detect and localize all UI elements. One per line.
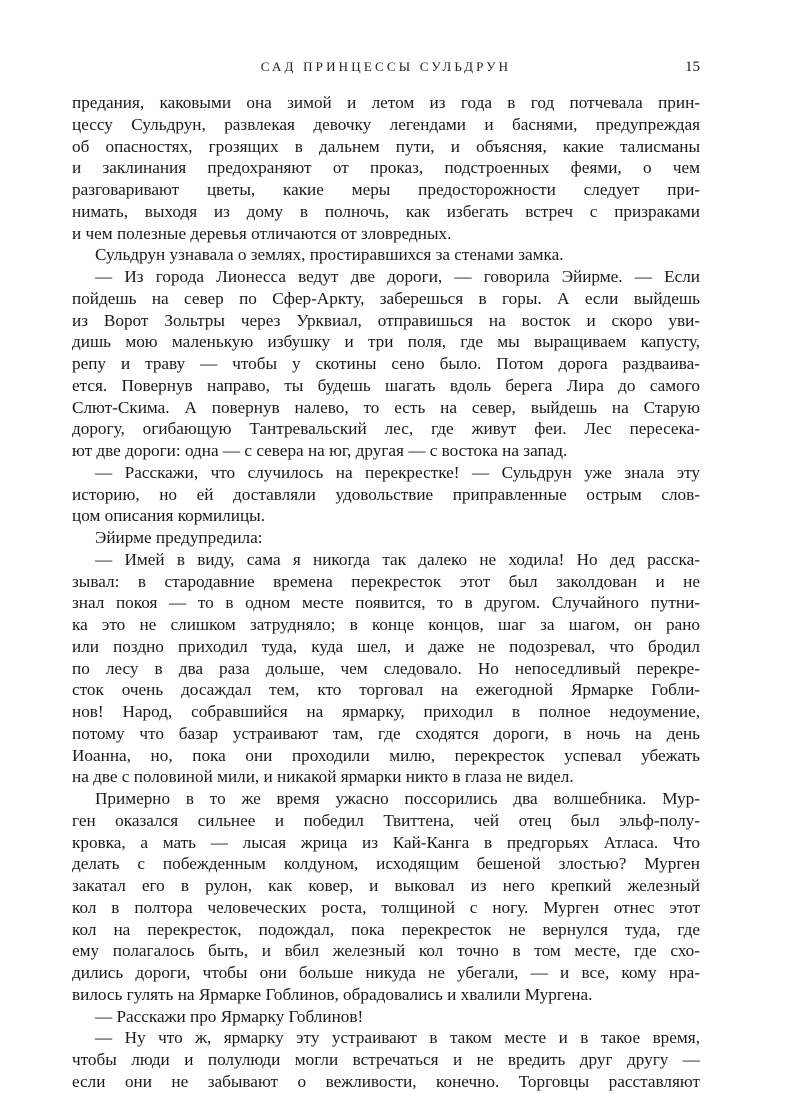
text-line: на две с половиной мили, и никакой ярмарки никто в глаза не видел. [72, 767, 574, 787]
text-line: пойдешь на север по Сфер-Аркту, заберешься в горы. А если выйдешь [72, 288, 700, 308]
page-header [72, 58, 700, 80]
text-line: вилось гулять на Ярмарке Гоблинов, обрадовались и хвалили Мургена. [72, 984, 593, 1004]
page-number: 15 [685, 59, 700, 75]
running-title: САД ПРИНЦЕССЫ СУЛЬДРУН [260, 59, 512, 74]
text-line: ется. Повернув направо, ты будешь шагать вдоль берега Лира до самого [72, 375, 700, 395]
text-line: цом описания кормилицы. [72, 506, 265, 526]
text-line: дорогу, огибающую Тантревальский лес, где живут феи. Лес пересека- [72, 419, 700, 439]
text-line: и чем полезные деревья отличаются от зловредных. [72, 223, 452, 243]
text-line: Слют-Скима. А повернув налево, то есть на север, выйдешь на Старую [72, 397, 700, 417]
text-line: кровка, а мать — лысая жрица из Кай-Канга в предгорьях Атласа. Что [72, 832, 700, 852]
text-line: из Ворот Зольтры через Урквиал, отправишься на восток и скоро уви- [72, 310, 700, 330]
text-line: знал покоя — то в одном месте появится, то в другом. Случайного путни- [72, 593, 700, 613]
text-line: предания, каковыми она зимой и летом из года в год потчевала прин- [72, 93, 700, 112]
text-line: кол в полтора человеческих роста, толщиной с ногу. Мурген отнес этот [72, 897, 700, 917]
text-line: нов! Народ, собравшийся на ярмарку, приходил в полное недоумение, [72, 702, 700, 721]
text-line: Примерно в то же время ужасно поссорились два волшебника. Мур- [95, 789, 700, 808]
text-line: Сульдрун узнавала о землях, простиравшихся за стенами замка. [95, 245, 564, 265]
body-text [72, 92, 700, 1093]
text-line: — Ну что ж, ярмарку эту устраивают в таком месте и в такое время, [95, 1028, 700, 1048]
text-line: чтобы люди и полулюди могли встречаться и не вредить друг другу — [72, 1050, 700, 1069]
text-line: если они не забывают о вежливости, конечно. Торговцы расставляют [72, 1071, 700, 1091]
text-line: историю, но ей доставляли удовольствие приправленные острым слов- [72, 484, 700, 504]
text-line: ген оказался сильнее и победил Твиттена, чей отец был эльф-полу- [72, 810, 700, 830]
text-line: нимать, выходя из дому в полночь, как избегать встреч с призраками [72, 201, 700, 221]
text-line: — Имей в виду, сама я никогда так далеко не ходила! Но дед расска- [95, 549, 700, 569]
text-line: — Из города Лионесса ведут две дороги, — говорила Эйирме. — Если [95, 267, 700, 286]
text-line: потому что базар устраивают там, где сходятся дороги, в ночь на день [72, 723, 700, 743]
text-line: цессу Сульдрун, развлекая девочку легендами и баснями, предупреждая [72, 114, 700, 134]
text-line: дились дороги, чтобы они больше никуда не убегали, — и все, кому нра- [72, 963, 700, 982]
text-line: — Расскажи про Ярмарку Гоблинов! [95, 1006, 364, 1026]
text-line: делать с побежденным колдуном, исходящим бешеной злостью? Мурген [72, 854, 700, 874]
text-line: закатал его в рулон, как ковер, и выковал из него крепкий железный [72, 876, 700, 895]
text-line: ют две дороги: одна — с севера на юг, другая — с востока на запад. [72, 441, 568, 460]
text-line: ка это не слишком затрудняло; в конце концов, шаг за шагом, он рано [72, 615, 700, 634]
text-line: кол на перекресток, подождал, пока перекресток не вернулся туда, где [72, 919, 700, 939]
text-line: ему полагалось быть, и вбил железный кол точно в том месте, где схо- [72, 941, 700, 961]
text-line: и заклинания предохраняют от проказ, подстроенных феями, о чем [72, 158, 700, 178]
text-line: об опасностях, грозящих в дальнем пути, и объясняя, какие талисманы [72, 136, 700, 156]
text-line: зывал: в стародавние времена перекресток этот был заколдован и не [72, 571, 700, 591]
text-line: дишь мою маленькую избушку и три поля, где мы выращиваем капусту, [72, 332, 700, 352]
text-line: разговаривают цветы, какие меры предосторожности следует при- [72, 180, 700, 199]
text-line: или поздно приходил туда, куда шел, и даже не подозревал, что бродил [72, 636, 700, 656]
text-line: — Расскажи, что случилось на перекрестке! — Сульдрун уже знала эту [95, 462, 700, 482]
text-line: Иоанна, но, пока они проходили милю, перекресток успевал убежать [72, 745, 700, 765]
text-line: по лесу в два раза дольше, чем следовало. Но непоседливый перекре- [72, 658, 700, 678]
text-line: сток очень досаждал тем, кто торговал на ежегодной Ярмарке Гобли- [72, 680, 700, 700]
text-line: репу и траву — чтобы у скотины сено было. Потом дорога раздваива- [72, 354, 700, 373]
text-line: Эйирме предупредила: [95, 528, 263, 547]
